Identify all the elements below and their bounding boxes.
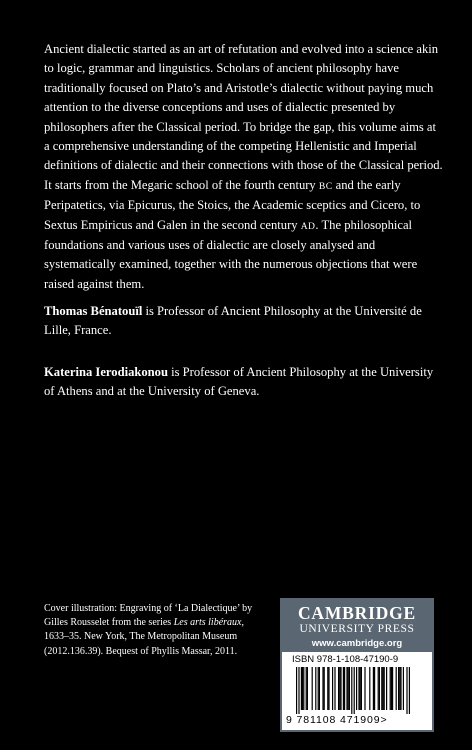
barcode-icon	[296, 667, 418, 714]
barcode-bar	[398, 667, 399, 710]
barcode-bar	[378, 667, 379, 710]
ean-digit-text: 9 781108 471909	[286, 714, 381, 726]
barcode-bar	[384, 667, 385, 710]
author-bio-text-1: is Professor of Ancient Philosophy at the Université de Lille, France.	[44, 304, 422, 338]
author-bio-text-2: is Professor of Ancient Philosophy at the University of Athens and at the University of Geneva.	[44, 365, 434, 399]
description-text-part2: and the early Peripatetics, via Epicurus, the Stoics, the Academic sceptics and Cicero, to Sextus Empiricus and Galen in the second century	[44, 177, 421, 232]
barcode-bar	[346, 667, 347, 710]
cover-credit-part1: Cover illustration: Engraving of ‘La Dialectique’ by Gilles Rousselet from the series	[44, 603, 253, 629]
isbn-label: ISBN 978-1-108-47190-9	[292, 654, 399, 665]
barcode-bar	[296, 667, 297, 714]
barcode-bar	[403, 667, 404, 710]
barcode-bar	[332, 667, 333, 710]
barcode-bar	[301, 667, 302, 710]
barcode-bar	[343, 667, 344, 710]
barcode-bar	[369, 667, 370, 710]
barcode-bar	[348, 667, 349, 710]
barcode-panel	[282, 652, 432, 730]
author-name-1: Thomas Bénatouïl	[44, 304, 143, 318]
barcode-bar	[358, 667, 359, 710]
barcode-bar	[373, 667, 374, 710]
barcode-bar	[324, 667, 325, 710]
barcode-bar	[406, 667, 407, 714]
barcode-bar	[409, 667, 410, 714]
barcode-bar	[382, 667, 383, 710]
barcode-bar	[374, 667, 375, 710]
barcode-bar	[322, 667, 323, 710]
publisher-url: www.cambridge.org	[311, 638, 403, 649]
description-text-part1: Ancient dialectic started as an art of refutation and evolved into a science akin to logic, grammar and linguistics. Scholars of ancient philosophy have traditionally focused on Plato’s and Aristotle’s dialectic without paying much attention to the diverse conceptions and uses of dialectic presented by philosophers after the Classical period. To bridge the gap, this volume aims at a comprehensive understanding of the competing Hellenistic and Imperial definitions of dialectic and their connections with those of the Classical period. It starts from the Megaric school of the fourth century	[44, 42, 443, 192]
barcode-bar	[334, 667, 335, 710]
cover-credit-series-title: Les arts libéraux	[173, 617, 242, 629]
barcode-bar	[303, 667, 304, 710]
cover-illustration-credit	[44, 602, 254, 659]
barcode-bar	[379, 667, 380, 710]
barcode-bar	[307, 667, 308, 710]
barcode-bar	[390, 667, 391, 710]
author-name-2: Katerina Ierodiakonou	[44, 365, 168, 379]
barcode-bar	[351, 667, 352, 714]
barcode-bar	[340, 667, 341, 710]
barcode-bar	[354, 667, 355, 714]
ean-digits	[286, 714, 430, 726]
barcode-bar	[349, 667, 350, 710]
barcode-bar	[319, 667, 320, 710]
barcode-bar	[344, 667, 345, 710]
barcode-bar	[386, 667, 387, 710]
barcode-bar	[364, 667, 365, 710]
publisher-press: UNIVERSITY PRESS	[299, 623, 415, 635]
publisher-logo-box	[280, 598, 434, 732]
barcode-bar	[361, 667, 362, 710]
era-bc: BC	[318, 180, 333, 192]
barcode-bar	[396, 667, 397, 710]
barcode-bar	[360, 667, 361, 710]
era-ad: AD	[300, 220, 316, 232]
barcode-bar	[391, 667, 392, 710]
barcode-bar	[381, 667, 382, 710]
barcode-bar	[327, 667, 328, 710]
description-text-part3: . The philosophical foundations and various uses of dialectic are closely analysed and systematically examined, together with the numerous objections that were raised against them.	[44, 217, 418, 291]
ean-end-mark: >	[380, 714, 388, 726]
barcode-bar	[338, 667, 339, 710]
barcode-bar	[315, 667, 316, 710]
barcode-bar	[328, 667, 329, 710]
barcode-bar	[392, 667, 393, 710]
author-bio-1	[44, 302, 444, 341]
barcode-bar	[312, 667, 313, 710]
barcode-bar	[318, 667, 319, 710]
barcode-bar	[356, 667, 357, 710]
barcode-bar	[399, 667, 400, 710]
barcode-bar	[302, 667, 303, 710]
book-description	[44, 40, 444, 294]
barcode-bar	[400, 667, 401, 710]
publisher-name: CAMBRIDGE	[297, 603, 417, 623]
barcode-bar	[298, 667, 299, 714]
barcode-bar	[339, 667, 340, 710]
author-bio-2	[44, 363, 444, 402]
barcode-bar	[306, 667, 307, 710]
cover-credit-part2: , 1633–35. New York, The Metropolitan Museum (2012.136.39). Bequest of Phyllis Massar, 2011.	[44, 617, 244, 657]
